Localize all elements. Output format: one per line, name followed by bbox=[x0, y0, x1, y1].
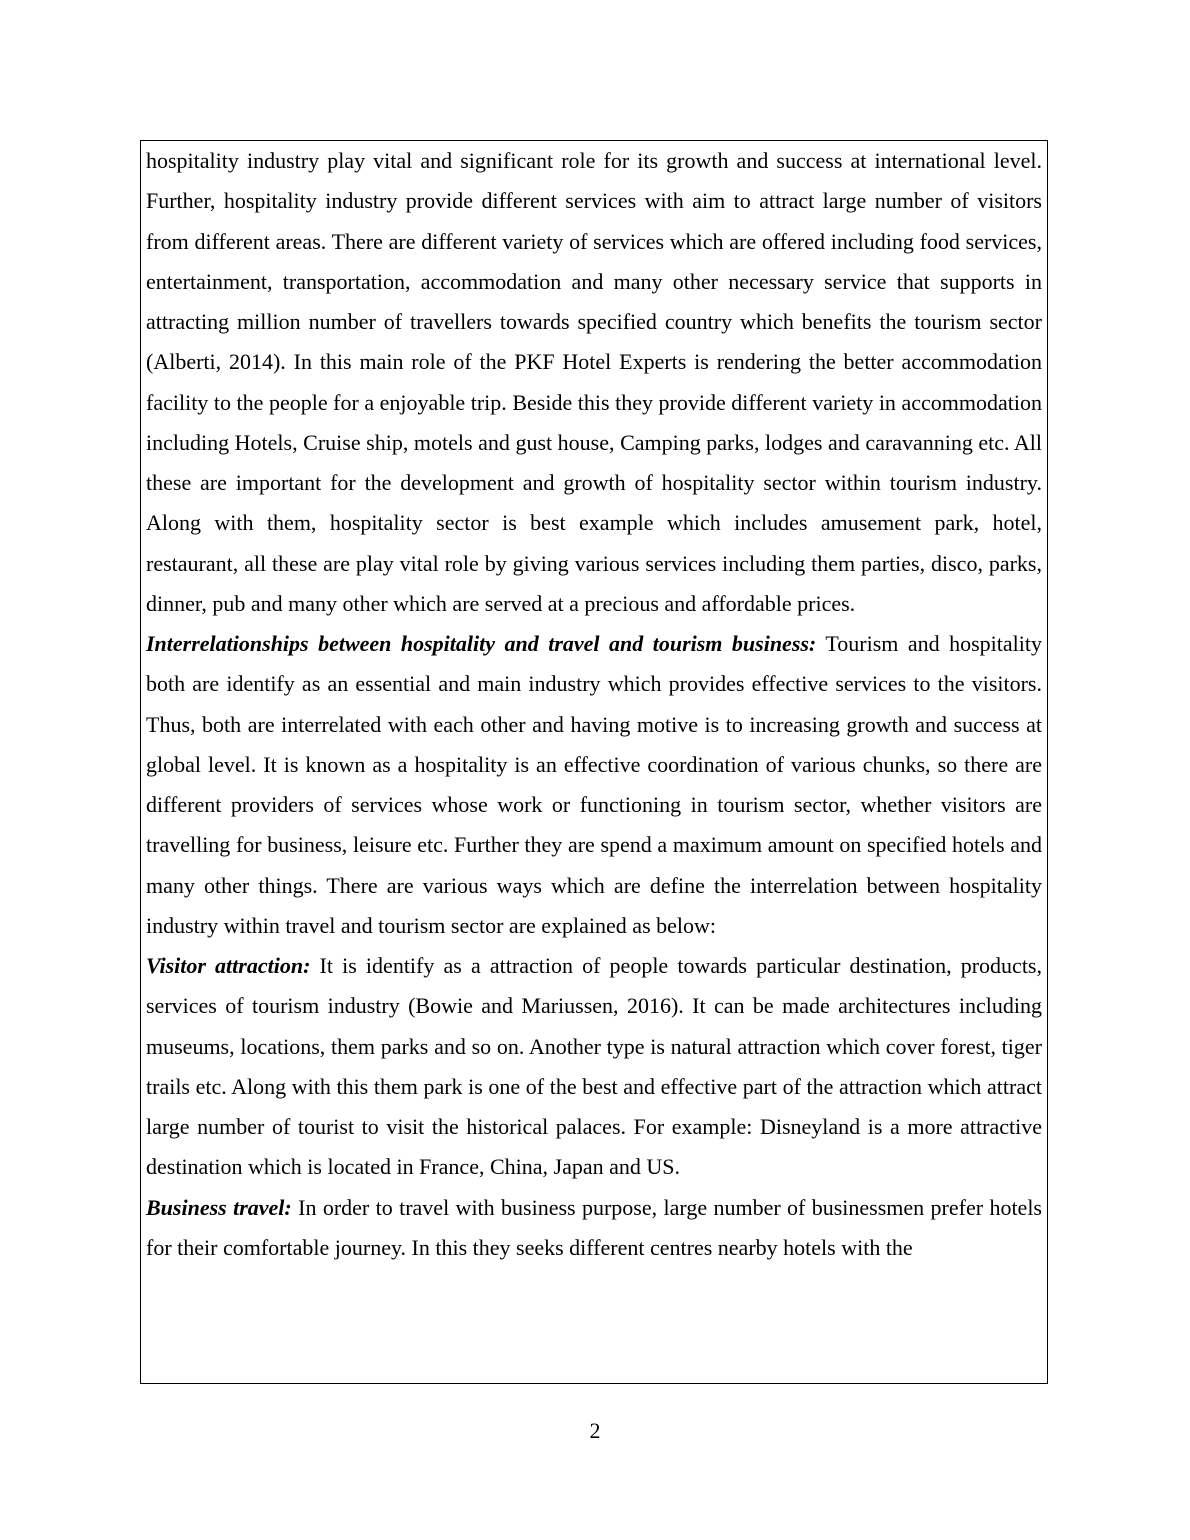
paragraph-visitor-attraction bbox=[146, 946, 1042, 1188]
paragraph-interrelationships bbox=[146, 624, 1042, 946]
paragraph-heading: Business travel: bbox=[146, 1194, 292, 1220]
paragraph-hospitality-services bbox=[146, 141, 1042, 624]
page-number: 2 bbox=[589, 1418, 601, 1443]
paragraph-heading: Interrelationships between hospitality and travel and tourism business: bbox=[146, 631, 817, 656]
text-frame bbox=[140, 140, 1048, 1384]
paragraph-business-travel bbox=[146, 1188, 1042, 1269]
paragraph-body: hospitality industry play vital and significant role for its growth and success at international level. Further, hospitality industry provide different services with aim to attract large number of visitors from different areas. There are different variety of services which are offered including food services, entertainment, transportation, accommodation and many other necessary service that supports in attracting million number of travellers towards specified country which benefits the tourism sector (Alberti, 2014). In this main role of the PKF Hotel Experts is rendering the better accommodation facility to the people for a enjoyable trip. Beside this they provide different variety in accommodation including Hotels, Cruise ship, motels and gust house, Camping parks, lodges and caravanning etc. All these are important for the development and growth of hospitality sector within tourism industry. Along with them, hospitality sector is best example which includes amusement park, hotel, restaurant, all these are play vital role by giving various services including them parties, disco, parks, dinner, pub and many other which are served at a precious and affordable prices. bbox=[146, 148, 1042, 616]
paragraph-body: It is identify as a attraction of people towards particular destination, products, services of tourism industry (Bowie and Mariussen, 2016). It can be made architectures including museums, locations, them parks and so on. Another type is natural attraction which cover forest, tiger trails etc. Along with this them park is one of the best and effective part of the attraction which attract large number of tourist to visit the historical palaces. For example: Disneyland is a more attractive destination which is located in France, China, Japan and US. bbox=[146, 953, 1042, 1180]
paragraph-body: Tourism and hospitality both are identify as an essential and main industry which provides effective services to the visitors. Thus, both are interrelated with each other and having motive is to increasing growth and success at global level. It is known as a hospitality is an effective coordination of various chunks, so there are different providers of services whose work or functioning in tourism sector, whether visitors are travelling for business, leisure etc. Further they are spend a maximum amount on specified hotels and many other things. There are various ways which are define the interrelation between hospitality industry within travel and tourism sector are explained as below: bbox=[146, 631, 1042, 938]
paragraph-heading: Visitor attraction: bbox=[146, 953, 311, 978]
paragraph-body: In order to travel with business purpose, large number of businessmen prefer hotels for their comfortable journey. In this they seeks different centres nearby hotels with the bbox=[146, 1194, 1042, 1260]
